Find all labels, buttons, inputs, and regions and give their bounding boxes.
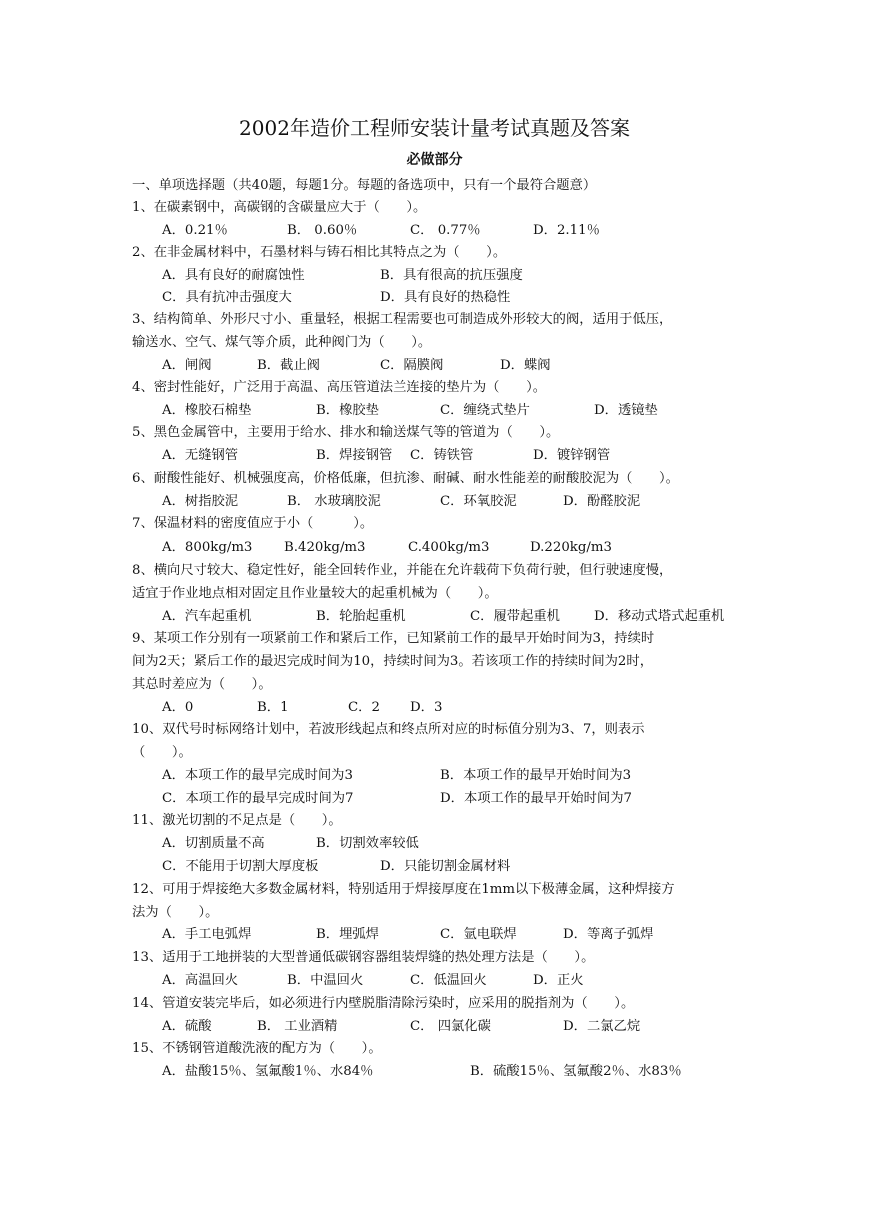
answer-option: D．透镜垫 [594, 403, 658, 418]
answer-option: C．环氧胶泥 [440, 494, 517, 509]
answer-option: A．具有良好的耐腐蚀性 [162, 268, 305, 283]
answer-option: D.220kg/m3 [530, 540, 612, 555]
answer-option: B.420kg/m3 [284, 540, 366, 555]
question-line: 15、不锈钢管道酸洗液的配方为（ ）。 [132, 1041, 382, 1056]
question-line: 输送水、空气、煤气等介质，此种阀门为（ ）。 [132, 335, 432, 350]
answer-option: B． 0.60％ [287, 223, 358, 238]
answer-option: D．镀锌钢管 [533, 448, 611, 463]
question-line: 3、结构简单、外形尺寸小、重量轻，根据工程需要也可制造成外形较大的阀，适用于低压， [132, 312, 673, 327]
question-line: 4、密封性能好，广泛用于高温、高压管道法兰连接的垫片为（ ）。 [132, 380, 547, 395]
answer-option: D．本项工作的最早开始时间为7 [440, 791, 632, 806]
answer-option: B．1 [257, 700, 289, 715]
answer-option: B．具有很高的抗压强度 [380, 268, 523, 283]
answer-option: C．不能用于切割大厚度板 [162, 859, 319, 874]
answer-option: D．正火 [533, 973, 584, 988]
answer-option: C．履带起重机 [470, 609, 560, 624]
question-line: 13、适用于工地拼装的大型普通低碳钢容器组装焊缝的热处理方法是（ ）。 [132, 950, 595, 965]
question-line: 10、双代号时标网络计划中，若波形线起点和终点所对应的时标值分别为3、7，则表示 [132, 722, 645, 737]
answer-option: C．2 [348, 700, 380, 715]
answer-option: C． 0.77％ [410, 223, 481, 238]
answer-option: D．二氯乙烷 [563, 1019, 641, 1034]
answer-option: C．缠绕式垫片 [440, 403, 530, 418]
answer-option: C．氩电联焊 [440, 927, 517, 942]
answer-option: C．低温回火 [410, 973, 487, 988]
answer-option: B．截止阀 [257, 358, 320, 373]
question-line: 11、激光切割的不足点是（ ）。 [132, 813, 342, 828]
answer-option: A．高温回火 [162, 973, 239, 988]
answer-option: A．硫酸 [162, 1019, 212, 1034]
answer-option: D．3 [410, 700, 443, 715]
answer-option: B．焊接钢管 [316, 448, 393, 463]
answer-option: A．0 [162, 700, 194, 715]
question-line: 9、某项工作分别有一项紧前工作和紧后工作，已知紧前工作的最早开始时间为3，持续时 [132, 631, 655, 646]
answer-option: B．轮胎起重机 [316, 609, 406, 624]
question-line: 12、可用于焊接绝大多数金属材料，特别适用于焊接厚度在1mm以下极薄金属，这种焊接方 [132, 882, 675, 897]
answer-option: B．中温回火 [287, 973, 364, 988]
answer-option: A．0.21％ [162, 223, 228, 238]
answer-option: A．盐酸15％、氢氟酸1％、水84％ [162, 1064, 374, 1079]
answer-option: B．本项工作的最早开始时间为3 [440, 768, 632, 783]
answer-option: C． 四氯化碳 [410, 1019, 491, 1034]
question-line: 8、横向尺寸较大、稳定性好，能全回转作业，并能在允许载荷下负荷行驶，但行驶速度慢， [132, 563, 673, 578]
question-line: 间为2天；紧后工作的最迟完成时间为10，持续时间为3。若该项工作的持续时间为2时， [132, 654, 653, 669]
answer-option: D．具有良好的热稳性 [380, 290, 511, 305]
question-line: 1、在碳素钢中，高碳钢的含碳量应大于（ ）。 [132, 200, 427, 215]
question-line: （ ）。 [132, 745, 192, 760]
question-line: 法为（ ）。 [132, 905, 219, 920]
answer-option: A．切割质量不高 [162, 836, 265, 851]
answer-option: C.400kg/m3 [408, 540, 490, 555]
answer-option: D．等离子弧焊 [563, 927, 654, 942]
answer-option: C．本项工作的最早完成时间为7 [162, 791, 354, 806]
answer-option: B． 工业酒精 [257, 1019, 338, 1034]
question-line: 2、在非金属材料中，石墨材料与铸石相比其特点之为（ ）。 [132, 245, 507, 260]
answer-option: B．硫酸15％、氢氟酸2％、水83％ [470, 1064, 682, 1079]
answer-option: D．移动式塔式起重机 [594, 609, 725, 624]
answer-option: B．切割效率较低 [316, 836, 419, 851]
answer-option: C．隔膜阀 [380, 358, 444, 373]
answer-option: A．手工电弧焊 [162, 927, 252, 942]
answer-option: A．本项工作的最早完成时间为3 [162, 768, 353, 783]
answer-option: A．闸阀 [162, 358, 212, 373]
answer-option: A．汽车起重机 [162, 609, 252, 624]
question-line: 其总时差应为（ ）。 [132, 677, 272, 692]
question-line: 适宜于作业地点相对固定且作业量较大的起重机械为（ ）。 [132, 586, 498, 601]
answer-option: C．具有抗冲击强度大 [162, 290, 292, 305]
answer-option: B．橡胶垫 [316, 403, 379, 418]
answer-option: A．树指胶泥 [162, 494, 239, 509]
answer-option: A．橡胶石棉垫 [162, 403, 252, 418]
question-line: 14、管道安装完毕后，如必须进行内壁脱脂清除污染时，应采用的脱指剂为（ ）。 [132, 996, 635, 1011]
question-line: 7、保温材料的密度值应于小（ ）。 [132, 516, 374, 531]
answer-option: A．800kg/m3 [162, 540, 253, 555]
answer-option: D．只能切割金属材料 [380, 859, 511, 874]
question-line: 6、耐酸性能好、机械强度高，价格低廉，但抗渗、耐碱、耐水性能差的耐酸胶泥为（ ）。 [132, 471, 679, 486]
answer-option: C．铸铁管 [410, 448, 474, 463]
document-subtitle: 必做部分 [406, 152, 463, 168]
document-title: 2002年造价工程师安装计量考试真题及答案 [239, 116, 630, 140]
answer-option: B． 水玻璃胶泥 [287, 494, 381, 509]
answer-option: A．无缝钢管 [162, 448, 239, 463]
question-line: 5、黑色金属管中，主要用于给水、排水和输送煤气等的管道为（ ）。 [132, 425, 560, 440]
section-heading: 一、单项选择题（共40题，每题1分。每题的备选项中，只有一个最符合题意） [132, 178, 597, 193]
answer-option: D．酚醛胶泥 [563, 494, 641, 509]
answer-option: D．2.11％ [533, 223, 600, 238]
answer-option: B．埋弧焊 [316, 927, 379, 942]
answer-option: D．蝶阀 [500, 358, 551, 373]
